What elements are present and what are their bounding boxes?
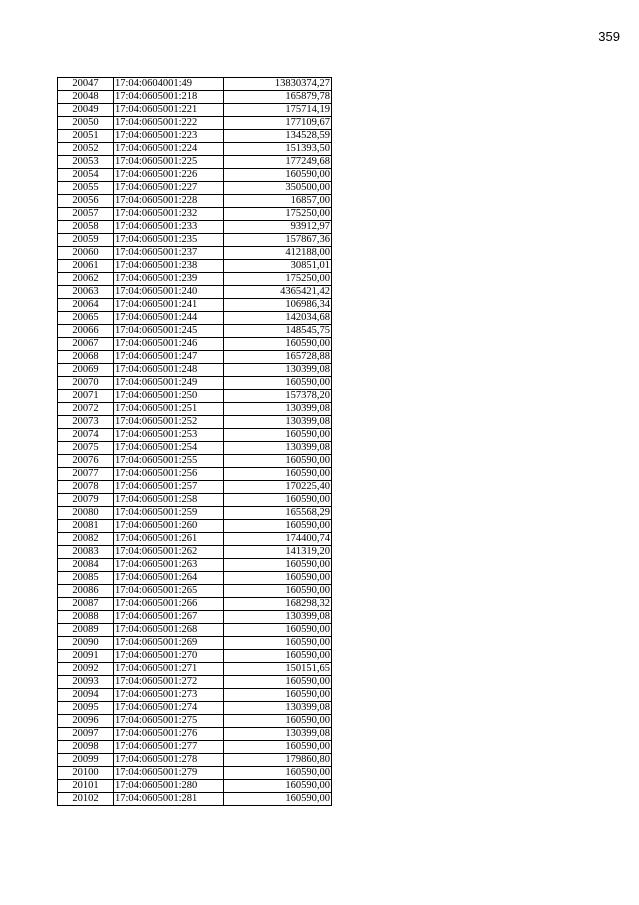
cadastral-number-cell: 17:04:0605001:249 [114,377,224,390]
row-number-cell: 20064 [58,299,114,312]
row-number-cell: 20059 [58,234,114,247]
table-row [58,338,332,351]
cadastral-value-cell: 350500,00 [224,182,332,195]
cadastral-number-cell: 17:04:0605001:239 [114,273,224,286]
cadastral-value-cell: 148545,75 [224,325,332,338]
row-number-cell: 20061 [58,260,114,273]
cadastral-value-cell: 160590,00 [224,429,332,442]
row-number-cell: 20060 [58,247,114,260]
cadastral-value-cell: 160590,00 [224,715,332,728]
cadastral-value-cell: 160590,00 [224,559,332,572]
table-row [58,689,332,702]
cadastral-value-cell: 16857,00 [224,195,332,208]
cadastral-value-cell: 151393,50 [224,143,332,156]
cadastral-number-cell: 17:04:0605001:280 [114,780,224,793]
cadastral-number-cell: 17:04:0605001:278 [114,754,224,767]
cadastral-number-cell: 17:04:0605001:254 [114,442,224,455]
table-row [58,585,332,598]
table-row [58,312,332,325]
row-number-cell: 20065 [58,312,114,325]
cadastral-number-cell: 17:04:0605001:263 [114,559,224,572]
table-row [58,637,332,650]
cadastral-number-cell: 17:04:0605001:272 [114,676,224,689]
cadastral-value-cell: 160590,00 [224,468,332,481]
row-number-cell: 20091 [58,650,114,663]
row-number-cell: 20050 [58,117,114,130]
cadastral-value-cell: 106986,34 [224,299,332,312]
row-number-cell: 20079 [58,494,114,507]
cadastral-number-cell: 17:04:0605001:277 [114,741,224,754]
row-number-cell: 20057 [58,208,114,221]
row-number-cell: 20082 [58,533,114,546]
row-number-cell: 20047 [58,78,114,91]
cadastral-value-cell: 160590,00 [224,793,332,806]
table-row [58,611,332,624]
cadastral-value-cell: 150151,65 [224,663,332,676]
table-row [58,676,332,689]
row-number-cell: 20054 [58,169,114,182]
table-row [58,390,332,403]
cadastral-number-cell: 17:04:0605001:269 [114,637,224,650]
cadastral-value-cell: 160590,00 [224,585,332,598]
cadastral-value-cell: 130399,08 [224,364,332,377]
cadastral-number-cell: 17:04:0605001:227 [114,182,224,195]
page-number: 359 [598,29,620,44]
cadastral-number-cell: 17:04:0605001:267 [114,611,224,624]
table-row [58,624,332,637]
table-row [58,650,332,663]
table-row [58,364,332,377]
row-number-cell: 20080 [58,507,114,520]
cadastral-value-cell: 134528,59 [224,130,332,143]
table-row [58,663,332,676]
cadastral-value-cell: 160590,00 [224,169,332,182]
cadastral-value-cell: 130399,08 [224,403,332,416]
row-number-cell: 20049 [58,104,114,117]
table-row [58,182,332,195]
cadastral-value-cell: 4365421,42 [224,286,332,299]
table-row [58,507,332,520]
table-row [58,546,332,559]
table-row [58,221,332,234]
row-number-cell: 20095 [58,702,114,715]
table-row [58,117,332,130]
cadastral-value-cell: 160590,00 [224,741,332,754]
table-row [58,130,332,143]
cadastral-value-cell: 142034,68 [224,312,332,325]
table-row [58,416,332,429]
cadastral-value-cell: 160590,00 [224,676,332,689]
row-number-cell: 20051 [58,130,114,143]
cadastral-number-cell: 17:04:0605001:245 [114,325,224,338]
table-row [58,728,332,741]
cadastral-number-cell: 17:04:0605001:274 [114,702,224,715]
table-row [58,481,332,494]
row-number-cell: 20052 [58,143,114,156]
table-row [58,273,332,286]
cadastral-number-cell: 17:04:0605001:238 [114,260,224,273]
cadastral-number-cell: 17:04:0605001:276 [114,728,224,741]
row-number-cell: 20089 [58,624,114,637]
cadastral-number-cell: 17:04:0605001:260 [114,520,224,533]
cadastral-value-cell: 130399,08 [224,728,332,741]
row-number-cell: 20076 [58,455,114,468]
table-row [58,754,332,767]
table-row [58,351,332,364]
table-row [58,702,332,715]
cadastral-number-cell: 17:04:0605001:275 [114,715,224,728]
table-row [58,78,332,91]
table-row [58,169,332,182]
cadastral-number-cell: 17:04:0605001:279 [114,767,224,780]
cadastral-number-cell: 17:04:0605001:253 [114,429,224,442]
cadastral-number-cell: 17:04:0605001:264 [114,572,224,585]
table-row [58,208,332,221]
cadastral-number-cell: 17:04:0605001:221 [114,104,224,117]
row-number-cell: 20055 [58,182,114,195]
cadastral-value-cell: 174400,74 [224,533,332,546]
cadastral-number-cell: 17:04:0605001:228 [114,195,224,208]
cadastral-number-cell: 17:04:0605001:258 [114,494,224,507]
cadastral-number-cell: 17:04:0605001:265 [114,585,224,598]
cadastral-number-cell: 17:04:0604001:49 [114,78,224,91]
cadastral-number-cell: 17:04:0605001:237 [114,247,224,260]
cadastral-number-cell: 17:04:0605001:250 [114,390,224,403]
table-row [58,715,332,728]
row-number-cell: 20053 [58,156,114,169]
row-number-cell: 20097 [58,728,114,741]
cadastral-number-cell: 17:04:0605001:218 [114,91,224,104]
cadastral-number-cell: 17:04:0605001:224 [114,143,224,156]
cadastral-value-cell: 141319,20 [224,546,332,559]
table-row [58,377,332,390]
table-row [58,104,332,117]
table-row [58,533,332,546]
cadastral-value-cell: 130399,08 [224,442,332,455]
row-number-cell: 20098 [58,741,114,754]
cadastral-number-cell: 17:04:0605001:257 [114,481,224,494]
cadastral-number-cell: 17:04:0605001:273 [114,689,224,702]
cadastral-value-cell: 175250,00 [224,208,332,221]
row-number-cell: 20086 [58,585,114,598]
row-number-cell: 20075 [58,442,114,455]
row-number-cell: 20048 [58,91,114,104]
table-row [58,247,332,260]
row-number-cell: 20093 [58,676,114,689]
table-row [58,780,332,793]
cadastral-value-cell: 160590,00 [224,650,332,663]
table-row [58,572,332,585]
cadastral-number-cell: 17:04:0605001:271 [114,663,224,676]
table-row [58,195,332,208]
cadastral-value-cell: 170225,40 [224,481,332,494]
table-row [58,520,332,533]
table-row [58,234,332,247]
cadastral-number-cell: 17:04:0605001:270 [114,650,224,663]
cadastral-number-cell: 17:04:0605001:244 [114,312,224,325]
row-number-cell: 20099 [58,754,114,767]
table-row [58,442,332,455]
table-row [58,156,332,169]
row-number-cell: 20056 [58,195,114,208]
cadastral-value-cell: 160590,00 [224,455,332,468]
cadastral-number-cell: 17:04:0605001:247 [114,351,224,364]
cadastral-value-cell: 160590,00 [224,780,332,793]
table-row [58,793,332,806]
cadastral-number-cell: 17:04:0605001:240 [114,286,224,299]
row-number-cell: 20083 [58,546,114,559]
cadastral-value-cell: 175250,00 [224,273,332,286]
cadastral-number-cell: 17:04:0605001:226 [114,169,224,182]
row-number-cell: 20084 [58,559,114,572]
row-number-cell: 20081 [58,520,114,533]
row-number-cell: 20078 [58,481,114,494]
row-number-cell: 20077 [58,468,114,481]
cadastral-number-cell: 17:04:0605001:248 [114,364,224,377]
cadastral-value-cell: 30851,01 [224,260,332,273]
cadastral-value-cell: 165879,78 [224,91,332,104]
table-row [58,91,332,104]
table-row [58,286,332,299]
cadastral-number-cell: 17:04:0605001:225 [114,156,224,169]
row-number-cell: 20071 [58,390,114,403]
cadastral-value-cell: 179860,80 [224,754,332,767]
cadastral-number-cell: 17:04:0605001:241 [114,299,224,312]
cadastral-number-cell: 17:04:0605001:233 [114,221,224,234]
row-number-cell: 20088 [58,611,114,624]
table-row [58,468,332,481]
cadastral-value-cell: 165568,29 [224,507,332,520]
row-number-cell: 20092 [58,663,114,676]
table-row [58,260,332,273]
cadastral-value-cell: 157378,20 [224,390,332,403]
row-number-cell: 20100 [58,767,114,780]
cadastral-number-cell: 17:04:0605001:223 [114,130,224,143]
row-number-cell: 20063 [58,286,114,299]
cadastral-value-cell: 160590,00 [224,377,332,390]
cadastral-number-cell: 17:04:0605001:235 [114,234,224,247]
cadastral-value-cell: 130399,08 [224,416,332,429]
table-row [58,741,332,754]
table-row [58,559,332,572]
cadastral-number-cell: 17:04:0605001:268 [114,624,224,637]
cadastral-value-cell: 177109,67 [224,117,332,130]
cadastral-value-cell: 130399,08 [224,611,332,624]
cadastral-number-cell: 17:04:0605001:232 [114,208,224,221]
table-row [58,299,332,312]
table-row [58,767,332,780]
row-number-cell: 20058 [58,221,114,234]
row-number-cell: 20068 [58,351,114,364]
table-row [58,494,332,507]
cadastral-value-cell: 160590,00 [224,494,332,507]
cadastral-number-cell: 17:04:0605001:222 [114,117,224,130]
cadastral-number-cell: 17:04:0605001:251 [114,403,224,416]
cadastral-number-cell: 17:04:0605001:259 [114,507,224,520]
row-number-cell: 20102 [58,793,114,806]
cadastral-number-cell: 17:04:0605001:255 [114,455,224,468]
table-row [58,143,332,156]
row-number-cell: 20096 [58,715,114,728]
cadastral-value-cell: 157867,36 [224,234,332,247]
cadastral-value-cell: 130399,08 [224,702,332,715]
cadastral-value-cell: 175714,19 [224,104,332,117]
table-row [58,325,332,338]
cadastral-number-cell: 17:04:0605001:261 [114,533,224,546]
row-number-cell: 20066 [58,325,114,338]
row-number-cell: 20085 [58,572,114,585]
cadastral-value-cell: 160590,00 [224,520,332,533]
table-row [58,403,332,416]
cadastral-number-cell: 17:04:0605001:256 [114,468,224,481]
row-number-cell: 20090 [58,637,114,650]
cadastral-value-cell: 160590,00 [224,338,332,351]
row-number-cell: 20073 [58,416,114,429]
cadastral-number-cell: 17:04:0605001:246 [114,338,224,351]
cadastral-value-cell: 165728,88 [224,351,332,364]
cadastral-value-cell: 93912,97 [224,221,332,234]
cadastral-value-cell: 160590,00 [224,689,332,702]
row-number-cell: 20062 [58,273,114,286]
cadastral-number-cell: 17:04:0605001:266 [114,598,224,611]
row-number-cell: 20072 [58,403,114,416]
row-number-cell: 20070 [58,377,114,390]
cadastral-value-table [57,77,332,806]
table-body [58,78,332,806]
cadastral-number-cell: 17:04:0605001:252 [114,416,224,429]
row-number-cell: 20067 [58,338,114,351]
cadastral-value-cell: 13830374,27 [224,78,332,91]
row-number-cell: 20094 [58,689,114,702]
cadastral-number-cell: 17:04:0605001:281 [114,793,224,806]
cadastral-value-cell: 177249,68 [224,156,332,169]
cadastral-value-cell: 160590,00 [224,572,332,585]
row-number-cell: 20069 [58,364,114,377]
table-row [58,598,332,611]
cadastral-value-cell: 160590,00 [224,767,332,780]
cadastral-number-cell: 17:04:0605001:262 [114,546,224,559]
row-number-cell: 20087 [58,598,114,611]
cadastral-value-cell: 160590,00 [224,637,332,650]
table-row [58,429,332,442]
row-number-cell: 20101 [58,780,114,793]
cadastral-value-cell: 160590,00 [224,624,332,637]
row-number-cell: 20074 [58,429,114,442]
cadastral-value-cell: 412188,00 [224,247,332,260]
table-row [58,455,332,468]
cadastral-value-cell: 168298,32 [224,598,332,611]
